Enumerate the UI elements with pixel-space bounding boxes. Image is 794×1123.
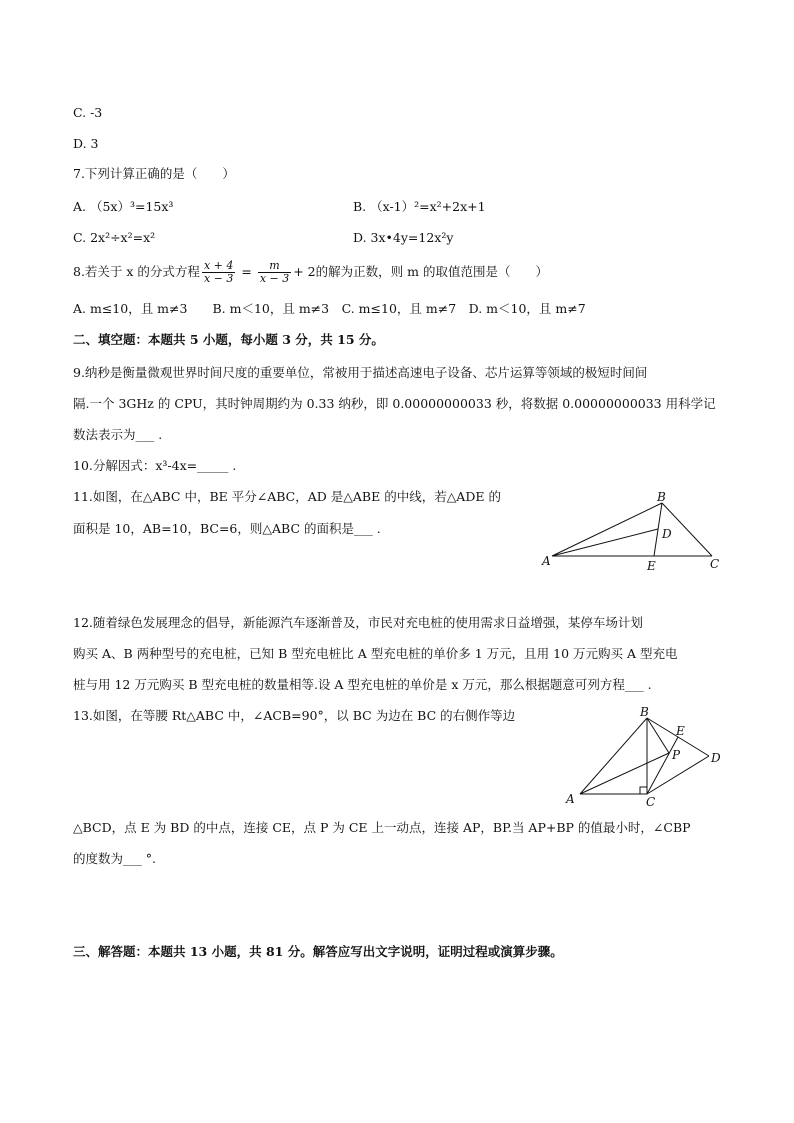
- q8-equals: =: [241, 264, 252, 279]
- q8-fraction-left: [202, 260, 235, 285]
- q11-line1: 11.如图，在△ABC 中，BE 平分∠ABC，AD 是△ABE 的中线，若△ADE 的: [73, 489, 501, 504]
- q8-prefix: 8.若关于 x 的分式方程: [73, 264, 200, 279]
- q11-segment-ad: [552, 529, 658, 556]
- q8-fraction-right: [258, 260, 291, 285]
- section2-heading: 二、填空题：本题共 5 小题，每小题 3 分，共 15 分。: [73, 332, 384, 347]
- section3-heading: 三、解答题：本题共 13 小题，共 81 分。解答应写出文字说明，证明过程或演算步骤。: [73, 944, 563, 959]
- q7-stem: 7.下列计算正确的是（ ）: [73, 166, 235, 181]
- q13-triangle-figure: [562, 704, 732, 810]
- q8-options: A. m≤10，且 m≠3 B. m＜10，且 m≠3 C. m≤10，且 m≠7 D. m＜10，且 m≠7: [73, 301, 586, 316]
- q9-line2: 隔.一个 3GHz 的 CPU，其时钟周期约为 0.33 纳秒，即 0.00000000033 秒，将数据 0.00000000033 用科学记: [73, 396, 716, 411]
- q9-line1: 9.纳秒是衡量微观世界时间尺度的重要单位，常被用于描述高速电子设备、芯片运算等领域的极短时间间: [73, 365, 648, 380]
- q7-option-a: A. （5x）³=15x³: [73, 199, 174, 214]
- q13-segment-bp: [647, 718, 669, 753]
- q7-option-b: B. （x-1）²=x²+2x+1: [353, 199, 486, 214]
- q12-line2: 购买 A、B 两种型号的充电桩，已知 B 型充电桩比 A 型充电桩的单价多 1 万元，且用 10 万元购买 A 型充电: [73, 646, 678, 661]
- q11-label-a: A: [542, 554, 551, 568]
- q6-option-d: D. 3: [73, 136, 99, 151]
- q13-label-p: P: [672, 748, 681, 762]
- q11-label-e: E: [647, 559, 656, 573]
- q11-label-d: D: [662, 527, 672, 541]
- q13-label-e: E: [676, 724, 685, 738]
- q7-option-d: D. 3x•4y=12x²y: [353, 230, 454, 245]
- q13-right-angle-mark: [640, 787, 647, 794]
- q13-segment-ap: [580, 753, 669, 794]
- q12-line3: 桩与用 12 万元购买 B 型充电桩的数量相等.设 A 型充电桩的单价是 x 万元，那么根据题意可列方程___ .: [73, 677, 652, 692]
- q8-stem: [73, 258, 548, 286]
- q7-option-c: C. 2x²÷x²=x²: [73, 230, 156, 245]
- q11-segment-ab: [552, 503, 662, 556]
- q8-frac1-denominator: x − 3: [203, 272, 234, 285]
- q11-triangle-figure: [536, 486, 736, 578]
- q13-label-a: A: [566, 792, 575, 806]
- q13-line2: △BCD，点 E 为 BD 的中点，连接 CE，点 P 为 CE 上一动点，连接 AP，BP.当 AP+BP 的值最小时，∠CBP: [73, 820, 691, 835]
- q11-label-b: B: [657, 490, 666, 504]
- q12-line1: 12.随着绿色发展理念的倡导，新能源汽车逐渐普及，市民对充电桩的使用需求日益增强，某停车场计划: [73, 615, 643, 630]
- q11-label-c: C: [710, 557, 720, 571]
- q13-label-c: C: [646, 795, 656, 809]
- q8-frac1-numerator: x + 4: [203, 259, 234, 272]
- q13-segment-ab: [580, 718, 647, 794]
- q8-suffix: 的解为正数，则 m 的取值范围是（ ）: [315, 264, 548, 279]
- q6-option-c: C. -3: [73, 105, 103, 120]
- q11-line2: 面积是 10，AB=10，BC=6，则△ABC 的面积是___ .: [73, 521, 381, 536]
- q13-label-b: B: [640, 705, 649, 719]
- q13-label-d: D: [711, 751, 721, 765]
- q10-text: 10.分解因式：x³-4x=_____ .: [73, 458, 237, 473]
- q13-line1: 13.如图，在等腰 Rt△ABC 中，∠ACB=90°，以 BC 为边在 BC 的右侧作等边: [73, 708, 516, 723]
- q9-line3: 数法表示为___ .: [73, 427, 163, 442]
- q8-frac2-denominator: x − 3: [259, 272, 290, 285]
- q8-plus-two: + 2: [293, 264, 316, 279]
- q13-segment-ce: [647, 737, 678, 794]
- q8-frac2-numerator: m: [258, 260, 291, 273]
- q13-line3: 的度数为___ °.: [73, 851, 156, 866]
